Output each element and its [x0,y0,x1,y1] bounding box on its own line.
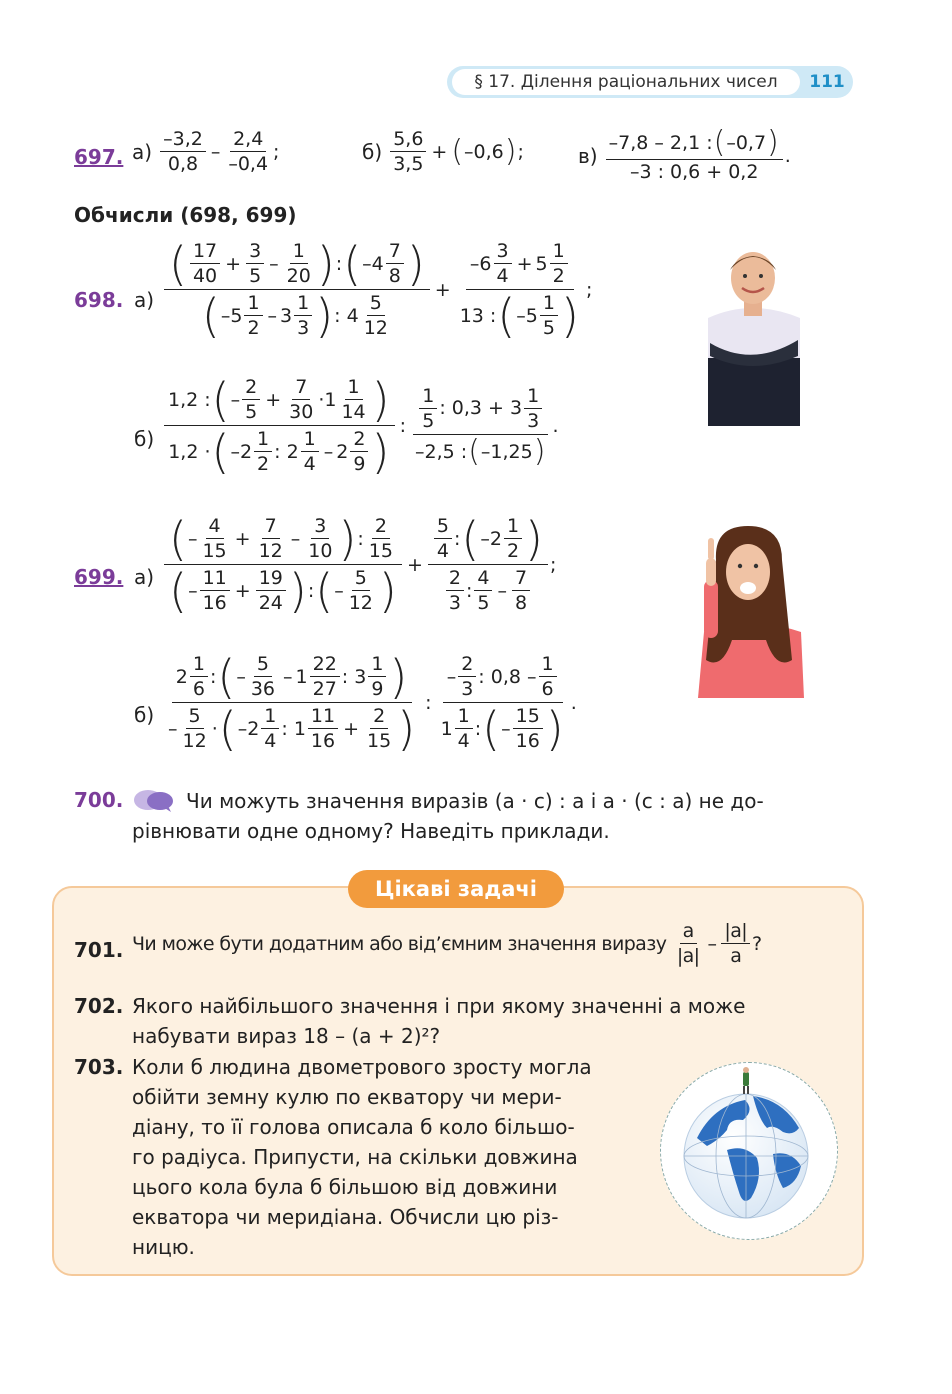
problem-703-line-7: ницю. [132,1235,195,1259]
problem-700-line1: Чи можуть значення виразів (a · c) : a і a · (c : a) не до- [186,789,764,813]
section-title: § 17. Ділення раціональних чисел [452,69,800,95]
girl-photo [686,520,816,698]
problem-699-b-expression: 2 1 6 : ( – 5 36 – 1 22 27 : 3 1 9 ) – 5 12 · ( –2 1 4 : 1 11 16 + $\frac{2}{15}$ ) : – 2 3 : 0,8 – 1 6 1 1 4 : ( – 15 16 ) . [168,649,577,756]
problem-699-a-expression: ( – 4 15 + $\frac{7}{12}$ – 3 10 ) : 2 15 ( – 11 16 + $\frac{19}{24}$ ) : ( – 5 12 ) + 5 4 : ( –2 1 2 ) 2 3 : 4 5 – 7 8 ; [162,513,556,616]
problem-700-line2: рівнювати одне одному? Наведіть приклади. [132,819,610,843]
page-number: 111 [809,72,845,92]
discussion-icon [133,789,175,813]
problem-700-number: 700. [74,788,124,812]
problem-703-line-6: екватора чи меридіана. Обчисли цю різ- [132,1205,559,1229]
problem-699-a-label: а) [134,565,155,589]
problem-699-b-label: б) [134,703,155,727]
problem-698-a-label: а) [134,288,155,312]
problem-698-number: 698. [74,288,124,312]
problem-703-number: 703. [74,1055,124,1079]
globe-illustration [683,1066,813,1236]
compute-heading: Обчисли (698, 699) [74,203,297,227]
boy-photo [700,248,804,426]
problem-701-text: Чи може бути додатним або від’ємним значення виразу a |a| – |a| a ? [132,920,762,967]
problem-697-number[interactable]: 697. [74,145,124,169]
problem-702-number: 702. [74,994,124,1018]
problem-703-line-4: го радіуса. Припусти, на скільки довжина [132,1145,578,1169]
problem-699-number[interactable]: 699. [74,565,124,589]
problem-698-b-label: б) [134,427,155,451]
problem-697-c: в) –7,8 – 2,1 : ( –0,7 ) –3 : 0,6 + 0,2 . [578,125,791,183]
problem-701-number: 701. [74,938,124,962]
problem-703-line-3: діану, то її голова описала б коло більшо- [132,1115,575,1139]
problem-703-line-2: обійти земну кулю по екватору чи мери- [132,1085,562,1109]
interesting-tasks-title: Цікаві задачі [348,870,564,908]
problem-702-line2: набувати вираз 18 – (a + 2)²? [132,1024,441,1048]
problem-703-line-1: Коли б людина двометрового зросту могла [132,1055,592,1079]
problem-697-b: б) 5,6 3,5 + ( –0,6 ) ; [362,128,524,175]
problem-702-line1: Якого найбільшого значення і при якому значенні a може [132,994,746,1018]
problem-703-line-5: цього кола була б більшою від довжини [132,1175,558,1199]
problem-697-a: а) –3,2 0,8 – 2,4 –0,4 ; [132,128,280,175]
problem-698-b-expression: 1,2 : ( – 2 5 + $\frac{7}{30}$ ·1 1 14 ) 1,2 · ( –2 1 2 : 2 1 4 – 2 2 9 ) : 1 5 : 0,3 + 3 1 3 –2,5 : ( –1,25 ) . [162,374,558,477]
problem-698-a-expression: ( 17 40 + $\frac{3}{5}$ – 1 20 ) : ( –4 7 8 ) ( –5 1 2 – 3 1 3 ) : 4 5 12 + –6 3 4 + 5 $\frac{1}{2}$ 13 : ( –5 1 5 ) ; [162,238,592,341]
